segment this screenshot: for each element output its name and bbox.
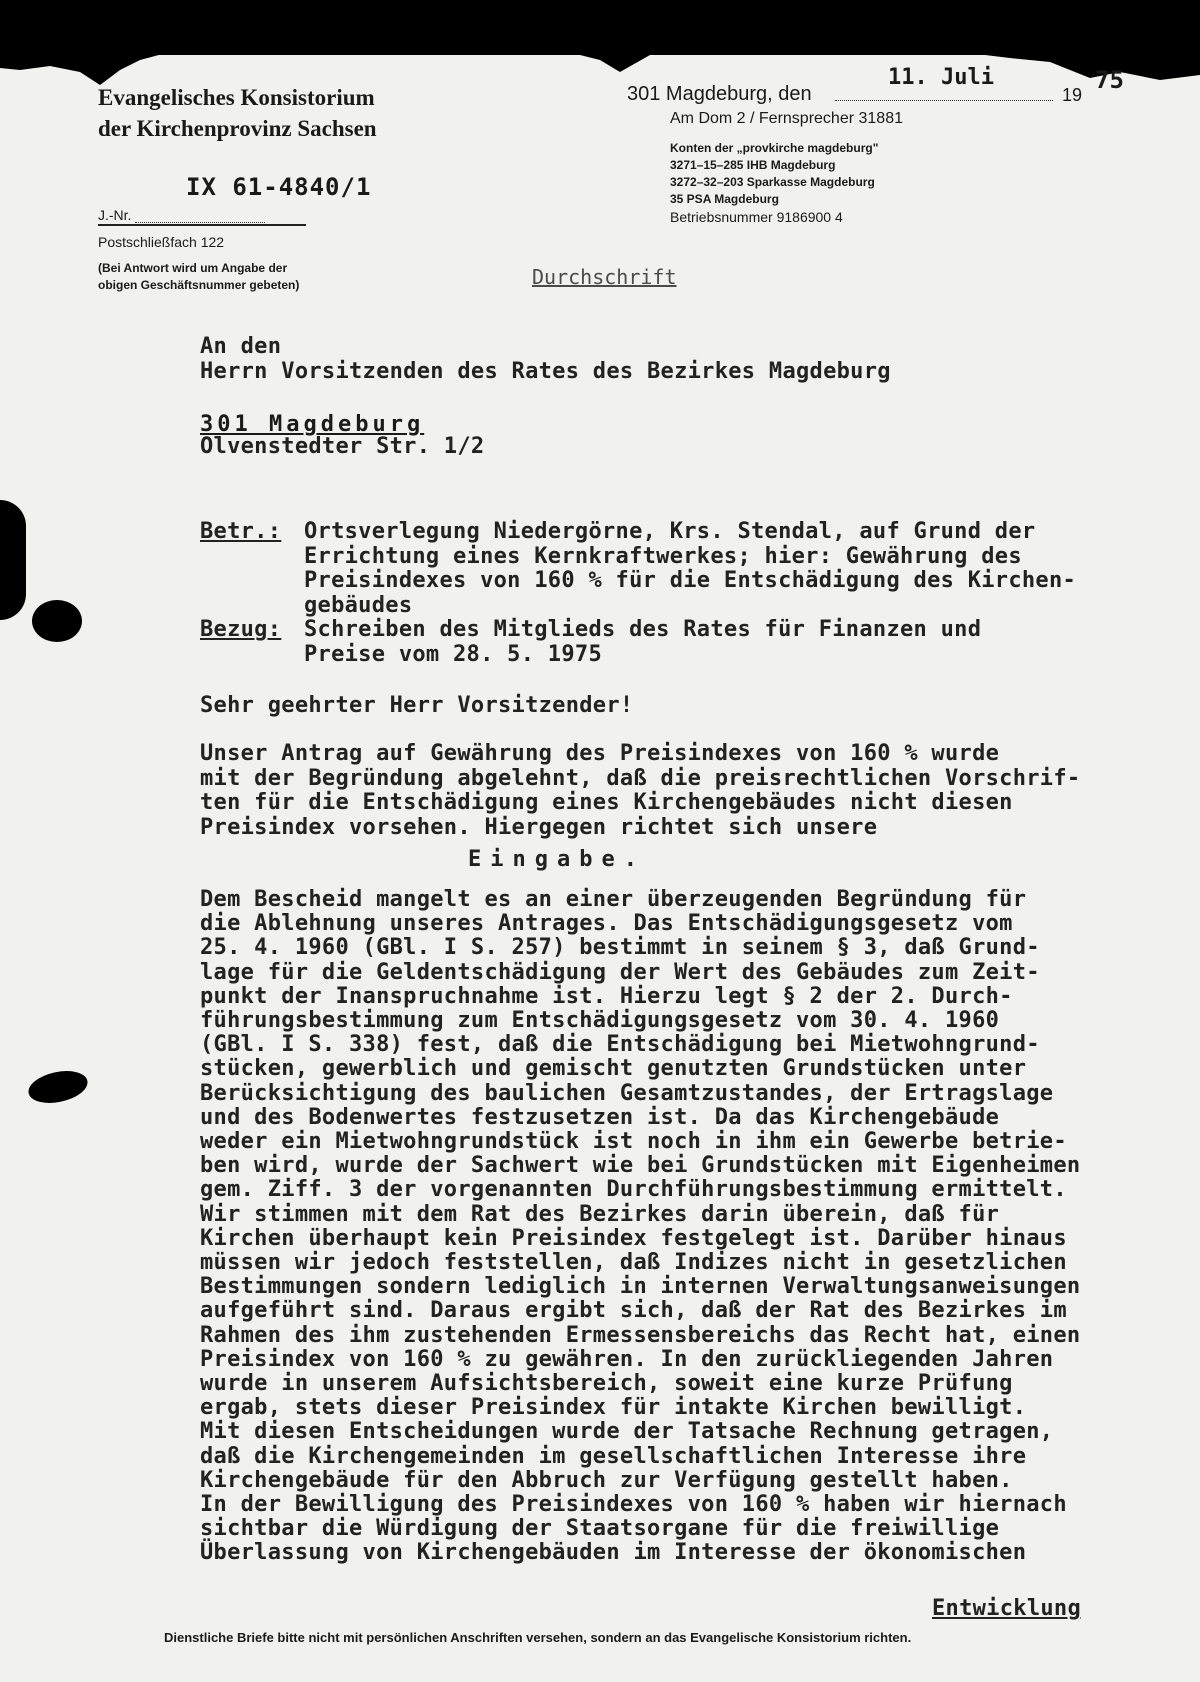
recipient-block: An den Herrn Vorsitzenden des Rates des Bezirkes Magdeburg: [200, 334, 891, 384]
reference-text: Schreiben des Mitglieds des Rates für Finanzen und Preise vom 28. 5. 1975: [304, 617, 982, 667]
reference-label: Bezug:: [200, 617, 282, 642]
salutation: Sehr geehrter Herr Vorsitzender!: [200, 693, 634, 718]
organization-name: Evangelisches Konsistorium der Kirchenprovinz Sachsen: [98, 85, 377, 141]
year-suffix: 75: [1095, 66, 1124, 94]
footer-note: Dienstliche Briefe bitte nicht mit persönlichen Anschriften versehen, sondern an das Evangelische Konsistorium richten.: [164, 1630, 912, 1645]
po-box: Postschließfach 122: [98, 234, 225, 250]
company-number: Betriebsnummer 9186900 4: [670, 209, 843, 225]
recipient-city: 301 Magdeburg: [200, 412, 425, 437]
ink-blot: [0, 500, 26, 620]
continuation-word: Entwicklung: [932, 1596, 1081, 1621]
subject-text: Ortsverlegung Niedergörne, Krs. Stendal, auf Grund der Errichtung eines Kernkraftwerkes; hier: Gewährung des Preisindexes von 160 % für die Entschädigung des Kirchen- gebäudes: [304, 519, 1077, 618]
date-dotted-line: [835, 100, 1053, 101]
paragraph-1: Unser Antrag auf Gewährung des Preisindexes von 160 % wurde mit der Begründung abgelehnt, daß die preisrechtlichen Vorschrif- ten für die Entschädigung eines Kirchengebäudes nicht diesen Preisindex vorsehen. Hiergegen richtet sich unsere: [200, 741, 1081, 840]
year-prefix: 19: [1062, 85, 1083, 105]
subject-label: Betr.:: [200, 519, 282, 544]
ink-blot: [32, 600, 82, 642]
reply-note: (Bei Antwort wird um Angabe der obigen Geschäftsnummer gebeten): [98, 261, 300, 292]
divider: [98, 224, 306, 226]
section-heading: Eingabe.: [468, 847, 646, 872]
date-value: 11. Juli: [888, 65, 994, 90]
place-date-label: 301 Magdeburg, den: [627, 83, 812, 105]
recipient-street: Olvenstedter Str. 1/2: [200, 434, 485, 459]
paragraph-2: Dem Bescheid mangelt es an einer überzeugenden Begründung für die Ablehnung unseres Antrages. Das Entschädigungsgesetz vom 25. 4. 1960 (GBl. I S. 257) bestimmt in seinem § 3, daß Grund- lage für die Geldentschädigung der Wert des Gebäudes zum Zeit- punkt der Inanspruchnahme ist. Hierzu legt § 2 der 2. Durch- führungsbestimmung zum Entschädigungsgesetz vom 30. 4. 1960 (GBl. I S. 338) fest, daß die Entschädigung bei Mietwohngrund- stücken, gewerblich und gemischt genutzten Grundstücken unter Berücksichtigung des baulichen Gesamtzustandes, der Ertragslage und des Bodenwertes festzusetzen ist. Da das Kirchengebäude weder ein Mietwohngrundstück ist noch in ihm ein Gewerbe betrie- ben wird, wurde der Sachwert wie bei Grundstücken mit Eigenheimen gem. Ziff. 3 der vorgenannten Durchführungsbestimmung ermittelt. Wir stimmen mit dem Rat des Bezirkes darin überein, daß für Kirchen überhaupt kein Preisindex festgelegt ist. Darüber hinaus müssen wir jedoch feststellen, daß Indizes nicht in gesetzlichen Bestimmungen sondern lediglich in internen Verwaltungsanweisungen aufgeführt sind. Daraus ergibt sich, daß der Rat des Bezirkes im Rahmen des ihm zustehenden Ermessensbereichs das Recht hat, einen Preisindex von 160 % zu gewähren. In den zurückliegenden Jahren wurde in unserem Aufsichtsbereich, soweit eine kurze Prüfung ergab, stets dieser Preisindex für intakte Kirchen bewilligt. Mit diesen Entscheidungen wurde der Tatsache Rechnung getragen, daß die Kirchengemeinden im gesellschaftlichen Interesse ihre Kirchengebäude für den Abbruch zur Verfügung gestellt haben. In der Bewilligung des Preisindexes von 160 % haben wir hiernach sichtbar die Würdigung der Staatsorgane für die freiwillige Überlassung von Kirchengebäuden im Interesse der ökonomischen: [200, 887, 1081, 1566]
journal-number-field: J.-Nr.: [98, 207, 265, 223]
address: Am Dom 2 / Fernsprecher 31881: [670, 110, 903, 127]
reference-number: IX 61-4840/1: [186, 173, 372, 201]
bank-accounts: Konten der „provkirche magdeburg" 3271–15–285 IHB Magdeburg 3272–32–203 Sparkasse Magdeburg 35 PSA Magdeburg: [670, 141, 879, 206]
copy-mark: Durchschrift: [532, 265, 677, 289]
